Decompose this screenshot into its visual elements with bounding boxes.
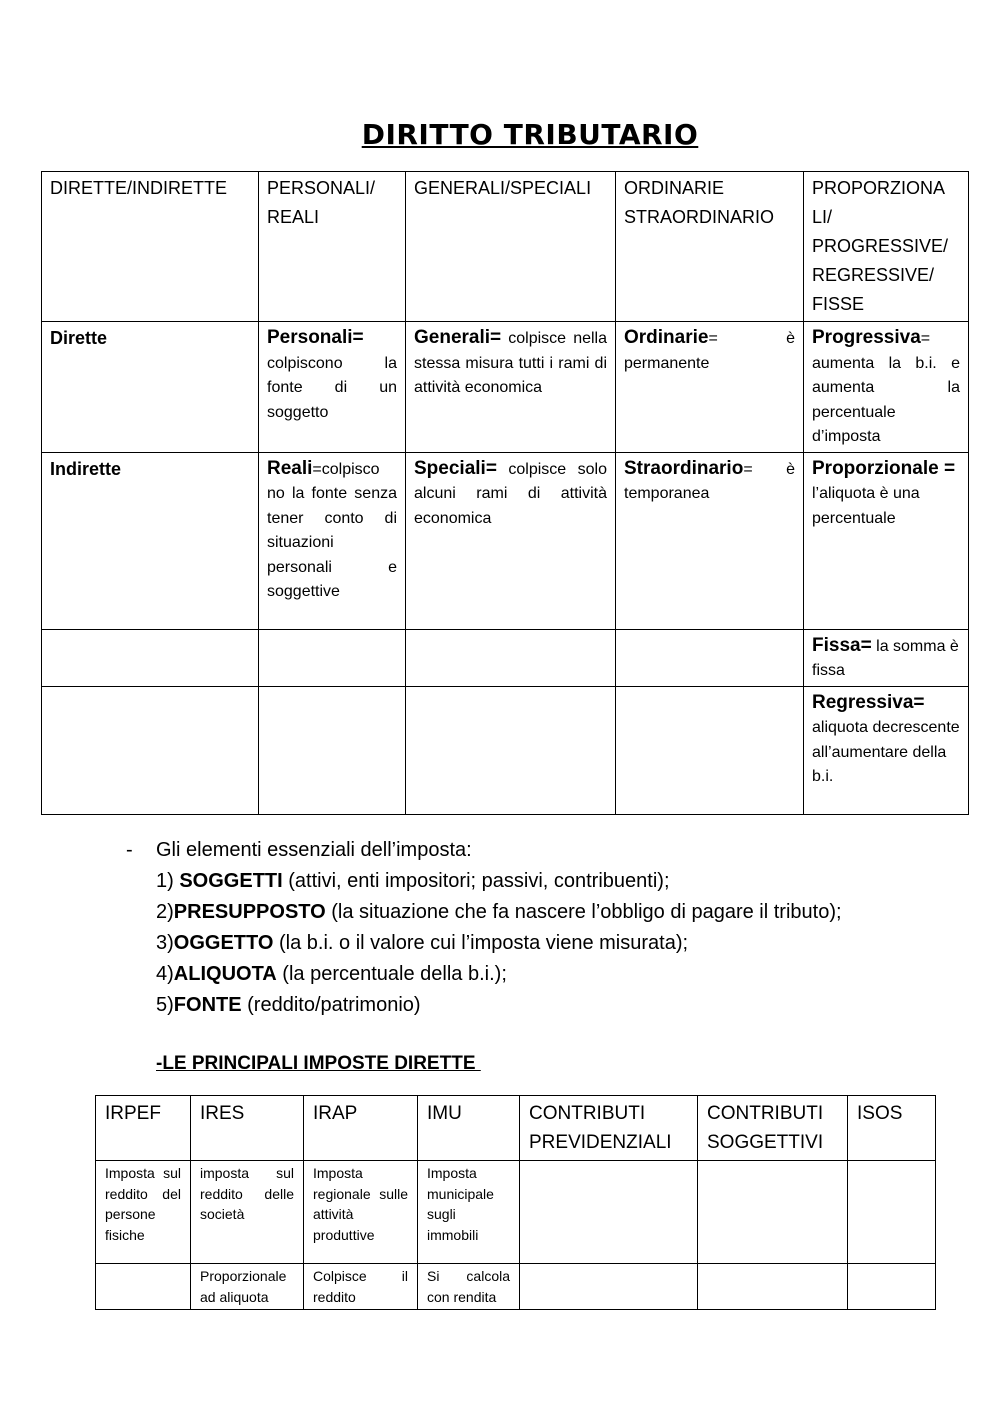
item-keyword: ALIQUOTA [173, 963, 277, 985]
header-cell [804, 172, 969, 322]
table-cell [698, 1161, 848, 1264]
header-cell [42, 172, 259, 322]
table-cell [406, 322, 616, 453]
definition: colpiscono la fonte di un soggetto [267, 354, 397, 421]
term: Reali [267, 457, 313, 479]
list-dash: - [126, 839, 133, 861]
table-cell: Imposta regionale sulle attività produttive [304, 1161, 418, 1264]
term: Speciali= [414, 457, 497, 479]
section-heading: -LE PRINCIPALI IMPOSTE DIRETTE [156, 1053, 481, 1074]
table-cell [848, 1161, 936, 1264]
header-cell: CONTRIBUTI PREVIDENZIALI [520, 1096, 698, 1161]
list-item [156, 928, 842, 959]
table-cell [259, 629, 406, 686]
list-intro: Gli elementi essenziali dell’imposta: [156, 839, 472, 861]
definition: = aumenta la b.i. e aumenta la percentuale d’imposta [812, 330, 960, 445]
item-keyword: SOGGETTI [179, 870, 283, 892]
item-number: 3) [156, 932, 174, 954]
table-cell [96, 1264, 191, 1310]
list-item [156, 990, 842, 1021]
header-cell [406, 172, 616, 322]
table-cell [848, 1264, 936, 1310]
item-keyword: FONTE [173, 994, 242, 1016]
table-cell: Imposta sul reddito del persone fisiche [96, 1161, 191, 1264]
tax-classification-table [41, 171, 969, 815]
table-cell: Imposta municipale sugli immobili [418, 1161, 520, 1264]
table-cell [42, 629, 259, 686]
table-cell [804, 686, 969, 814]
table-cell [42, 686, 259, 814]
table-header-row [96, 1096, 936, 1161]
term: Proporzionale = [812, 457, 956, 479]
table-cell [259, 686, 406, 814]
definition: aliquota decrescente all’aumentare della b.i. [812, 719, 960, 785]
item-number: 5) [156, 994, 174, 1016]
term: Generali= [414, 327, 502, 348]
table-cell: Si calcola con rendita [418, 1264, 520, 1310]
table-row [42, 629, 969, 686]
table-row [96, 1264, 936, 1310]
header-label: DIRETTE/INDIRETTE [50, 178, 228, 198]
item-text: (la situazione che fa nascere l’obbligo di pagare il tributo); [325, 901, 842, 923]
header-label: GENERALI/SPECIALI [414, 178, 592, 198]
header-cell: IMU [418, 1096, 520, 1161]
definition: colpisce solo alcuni rami di attività economica [414, 460, 607, 527]
table-cell [406, 629, 616, 686]
header-cell: CONTRIBUTI SOGGETTIVI [698, 1096, 848, 1161]
definition: la somma è fissa [812, 637, 959, 679]
list-item [156, 959, 842, 990]
list-item [156, 897, 842, 928]
header-label: ORDINARIE STRAORDINARIO [624, 178, 775, 227]
term: Personali= [267, 327, 364, 348]
item-number: 4) [156, 963, 174, 985]
page-title: DIRITTO TRIBUTARIO [361, 118, 699, 151]
table-row [42, 322, 969, 453]
table-cell [804, 629, 969, 686]
header-cell [259, 172, 406, 322]
table-cell [520, 1264, 698, 1310]
header-cell: IRPEF [96, 1096, 191, 1161]
table-cell [259, 452, 406, 629]
table-cell: Colpisce il reddito [304, 1264, 418, 1310]
table-row [96, 1161, 936, 1264]
row-label-cell [42, 452, 259, 629]
table-cell: Proporzionale ad aliquota [191, 1264, 304, 1310]
table-cell [804, 322, 969, 453]
list-item [156, 866, 842, 897]
header-cell: IRES [191, 1096, 304, 1161]
table-cell [616, 322, 804, 453]
header-label: PERSONALI/ REALI [267, 178, 376, 227]
table-cell [406, 452, 616, 629]
table-row [42, 686, 969, 814]
item-number: 2) [156, 901, 174, 923]
direct-taxes-table [95, 1095, 936, 1310]
row-label-cell [42, 322, 259, 453]
table-cell [259, 322, 406, 453]
term: Straordinario [624, 457, 744, 479]
definition: = è permanente [624, 330, 795, 372]
table-header-row [42, 172, 969, 322]
item-text: (attivi, enti impositori; passivi, contribuenti); [282, 870, 670, 892]
table-cell [520, 1161, 698, 1264]
header-cell: ISOS [848, 1096, 936, 1161]
table-cell [616, 452, 804, 629]
item-number: 1) [156, 870, 180, 892]
term: Ordinarie [624, 327, 709, 348]
term: Fissa= [812, 634, 872, 656]
item-text: (reddito/patrimonio) [241, 994, 421, 1016]
table-cell [804, 452, 969, 629]
definition: = è temporanea [624, 460, 795, 502]
table-cell [616, 629, 804, 686]
item-text: (la percentuale della b.i.); [276, 963, 507, 985]
header-cell: IRAP [304, 1096, 418, 1161]
definition: l’aliquota è una percentuale [812, 485, 920, 527]
table-row [42, 452, 969, 629]
definition: colpisce nella stessa misura tutti i rami di attività economica [414, 330, 607, 396]
item-keyword: PRESUPPOSTO [173, 901, 326, 923]
header-cell [616, 172, 804, 322]
definition: =colpisco no la fonte senza tener conto di situazioni personali e soggettive [267, 460, 397, 600]
table-cell [616, 686, 804, 814]
item-text: (la b.i. o il valore cui l’imposta viene misurata); [273, 932, 689, 954]
table-cell [406, 686, 616, 814]
term: Progressiva [812, 327, 921, 348]
table-cell [698, 1264, 848, 1310]
table-cell: imposta sul reddito delle società [191, 1161, 304, 1264]
item-keyword: OGGETTO [173, 932, 274, 954]
term: Regressiva= [812, 691, 925, 713]
row-label: Dirette [50, 328, 108, 348]
row-label: Indirette [50, 458, 122, 479]
header-label: PROPORZIONA LI/ PROGRESSIVE/ REGRESSIVE/ FISSE [812, 178, 949, 314]
